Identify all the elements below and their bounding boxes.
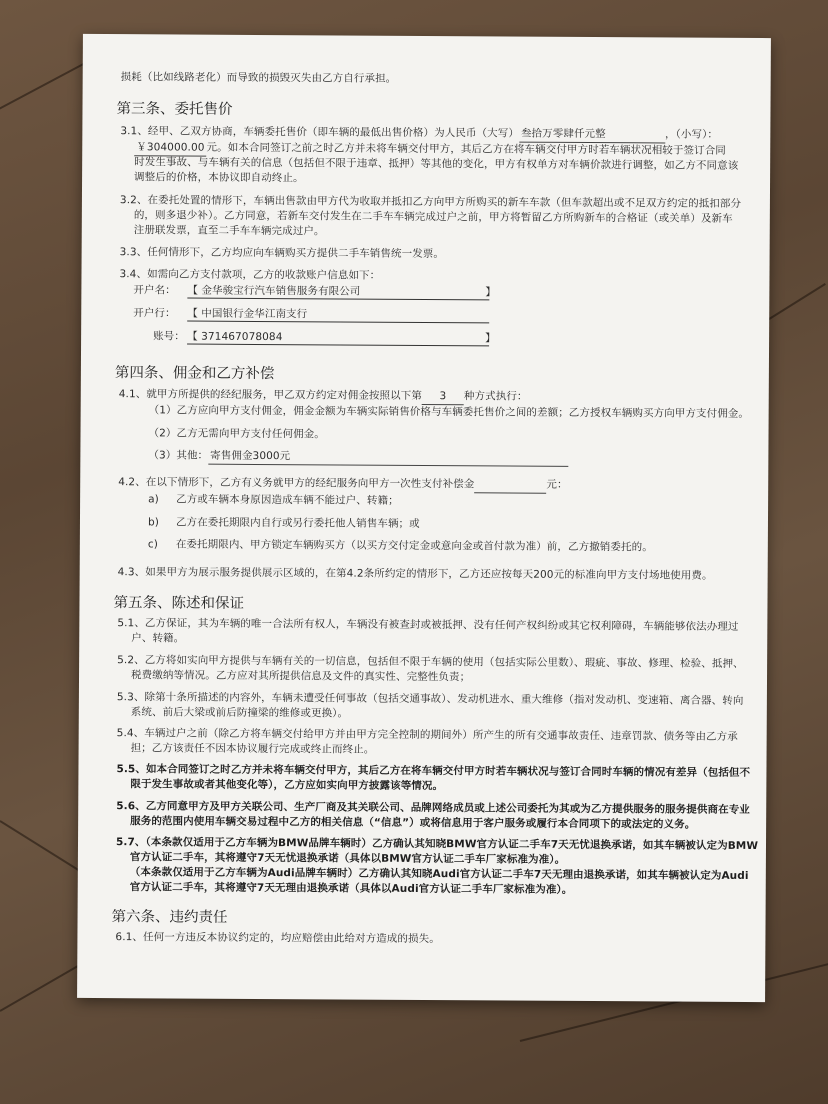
- account-no-close: 】: [485, 332, 496, 345]
- account-no-underline: [187, 344, 489, 347]
- clause-5-3-line1: 5.3、除第十条所描述的内容外，车辆未遭受任何事故（包括交通事故）、发动机进水、重大维修（指对发动机、变速箱、离合器、转向: [116, 691, 744, 707]
- account-name-close: 】: [485, 286, 497, 299]
- account-bank-underline: [187, 321, 489, 324]
- commission-option-1: （1）乙方应向甲方支付佣金，佣金金额为车辆实际销售价格与车辆委托售价之间的差额；乙方授权车辆购买方向甲方支付佣金。: [148, 404, 750, 420]
- clause-3-1-line3: 时发生事故、与车辆有关的信息（包括但不限于违章、抵押）等其他的变化，甲方有权单方对车辆价款进行调整，如乙方不同意该: [134, 156, 739, 172]
- account-name-underline: [187, 298, 489, 301]
- clause-4-3: 4.3、如果甲方为展示服务提供展示区域的，在第4.2条所约定的情形下，乙方还应按每天200元的标准向甲方支付场地使用费。: [117, 566, 713, 582]
- clause-5-2-line1: 5.2、乙方将如实向甲方提供与车辆有关的一切信息，包括但不限于车辆的使用（包括实际公里数）、瑕疵、事故、修理、检验、抵押、: [117, 654, 744, 670]
- wood-seam: [765, 283, 825, 322]
- clause-3-3: 3.3、任何情形下，乙方均应向车辆购买方提供二手车销售统一发票。: [119, 246, 445, 261]
- section-6-title: 第六条、违约责任: [111, 909, 228, 926]
- clause-5-3-line2: 系统、前后大梁或前后防撞梁的维修或更换）。: [130, 706, 349, 720]
- section-5-title: 第五条、陈述和保证: [113, 595, 245, 612]
- clause-3-1-line4: 调整后的价格，本协议即自动终止。: [134, 171, 304, 185]
- clause-4-2-b: 乙方在委托期限内自行或另行委托他人销售车辆；或: [175, 516, 420, 530]
- clause-5-6-line1: 5.6、乙方同意甲方及甲方关联公司、生产厂商及其关联公司、品牌网络成员或上述公司委托为其或为乙方提供服务的服务提供商在专业: [116, 800, 750, 816]
- account-bank-value: 【 中国银行金华江南支行: [187, 307, 308, 321]
- commission-option-2: （2）乙方无需向甲方支付任何佣金。: [148, 427, 325, 441]
- clause-4-2-a-label: a): [148, 493, 159, 506]
- account-no-value: 【 371467078084: [187, 330, 283, 344]
- clause-5-7-line3: （本条款仅适用于乙方车辆为Audi品牌车辆时）乙方确认其知晓Audi官方认证二手车7天无理由退换承诺，如其车辆被认定为Audi: [129, 866, 749, 882]
- clause-3-1-line2: ￥304000.00 元。如本合同签订之前之时乙方并未将车辆交付甲方，其后乙方在将车辆交付甲方时若车辆状况相较于签订合同: [134, 140, 726, 160]
- clause-5-4-line2: 担；乙方该责任不因本协议履行完成或终止而终止。: [130, 742, 375, 756]
- contract-page: [77, 34, 771, 1002]
- account-name-label: 开户名：: [133, 284, 176, 297]
- clause-4-2-b-label: b): [147, 516, 159, 529]
- clause-5-4-line1: 5.4、车辆过户之前（除乙方将车辆交付给甲方并由甲方完全控制的期间外）所产生的所有交通事故责任、违章罚款、债务等由乙方承: [116, 727, 738, 743]
- clause-5-7-line4: 官方认证二手车，其将遵守7天无理由退换承诺（具体以Audi官方认证二手车厂家标准为准）。: [129, 881, 573, 896]
- account-bank-label: 开户行：: [133, 307, 176, 320]
- compensation-amount-blank: [474, 477, 546, 493]
- clause-5-5-line2: 限于发生事故或者其他变化等），乙方应如实向甲方披露该等情况。: [130, 778, 444, 793]
- clause-3-2-line2: 的，则多退少补）。乙方同意，若新车交付发生在二手车车辆完成过户之前，甲方将暂留乙方所购新车的合格证（或关单）及新车: [133, 209, 733, 225]
- clause-3-1-line1: 3.1、经甲、乙双方协商，车辆委托售价（即车辆的最低出售价格）为人民币（大写）: [120, 125, 519, 140]
- price-in-words: 叁拾万零肆仟元整: [519, 127, 665, 144]
- clause-4-1: 4.1、就甲方所提供的经纪服务，甲乙双方约定对佣金按照以下第 3 种方式执行：: [119, 387, 528, 405]
- commission-option-3: （3）其他： 寄售佣金3000元: [148, 448, 568, 467]
- section-3-title: 第三条、委托售价: [116, 101, 233, 118]
- commission-option-choice: 3: [422, 389, 464, 405]
- clause-4-2: 4.2、在以下情形下，乙方有义务就甲方的经纪服务向甲方一次性支付补偿金 元：: [118, 475, 567, 494]
- clause-3-1-small-label: ，（小写）：: [664, 128, 719, 141]
- clause-3-2-line1: 3.2、在委托处置的情形下，车辆出售款由甲方代为收取并抵扣乙方向甲方所购买的新车车款（但车款超出或不足双方约定的抵扣部分: [119, 194, 742, 210]
- clause-3-4: 3.4、如需向乙方支付款项，乙方的收款账户信息如下：: [119, 268, 381, 282]
- commission-other-value: 寄售佣金3000元: [208, 449, 568, 467]
- clause-5-2-line2: 税费缴纳等情况。乙方应对其所提供信息及文件的真实性、完整性负责；: [130, 669, 471, 684]
- clause-5-6-line2: 服务的范围内使用车辆交易过程中乙方的相关信息（“信息”）或将信息用于客户服务或履行本合同项下的或法定的义务。: [130, 815, 696, 831]
- clause-4-2-a: 乙方或车辆本身原因造成车辆不能过户、转籍；: [176, 493, 399, 507]
- section-4-title: 第四条、佣金和乙方补偿: [114, 365, 275, 383]
- top-line: 损耗（比如线路老化）而导致的损毁灭失由乙方自行承担。: [120, 71, 397, 85]
- clause-3-2-line3: 注册联发票，直至二手车车辆完成过户。: [133, 224, 325, 238]
- clause-5-1-line1: 5.1、乙方保证，其为车辆的唯一合法所有权人，车辆没有被查封或被抵押、没有任何产权纠纷或其它权利障碍，车辆能够依法办理过: [117, 617, 739, 633]
- price-in-figures: ￥304000.00: [134, 140, 206, 156]
- account-name-value: 【 金华骏宝行汽车销售服务有限公司: [187, 284, 361, 298]
- clause-4-2-c: 在委托期限内、甲方锁定车辆购买方（以买方交付定金或意向金或首付款为准）前，乙方撤销委托的。: [175, 538, 653, 554]
- clause-5-7-line2: 官方认证二手车，其将遵守7天无忧退换承诺（具体以BMW官方认证二手车厂家标准为准）。: [129, 851, 566, 866]
- account-no-label: 账号：: [153, 330, 185, 343]
- clause-5-7-line1: 5.7、（本条款仅适用于乙方车辆为BMW品牌车辆时）乙方确认其知晓BMW官方认证二手车7天无忧退换承诺，如其车辆被认定为BMW: [115, 836, 759, 853]
- clause-5-1-line2: 户、转籍。: [131, 632, 185, 645]
- clause-6-1: 6.1、任何一方违反本协议约定的，均应赔偿由此给对方造成的损失。: [115, 931, 440, 946]
- clause-4-2-c-label: c): [147, 538, 158, 551]
- clause-5-5-line1: 5.5、如本合同签订之时乙方并未将车辆交付甲方，其后乙方在将车辆交付甲方时若车辆状况与签订合同时车辆的情况有差异（包括但不: [116, 763, 751, 779]
